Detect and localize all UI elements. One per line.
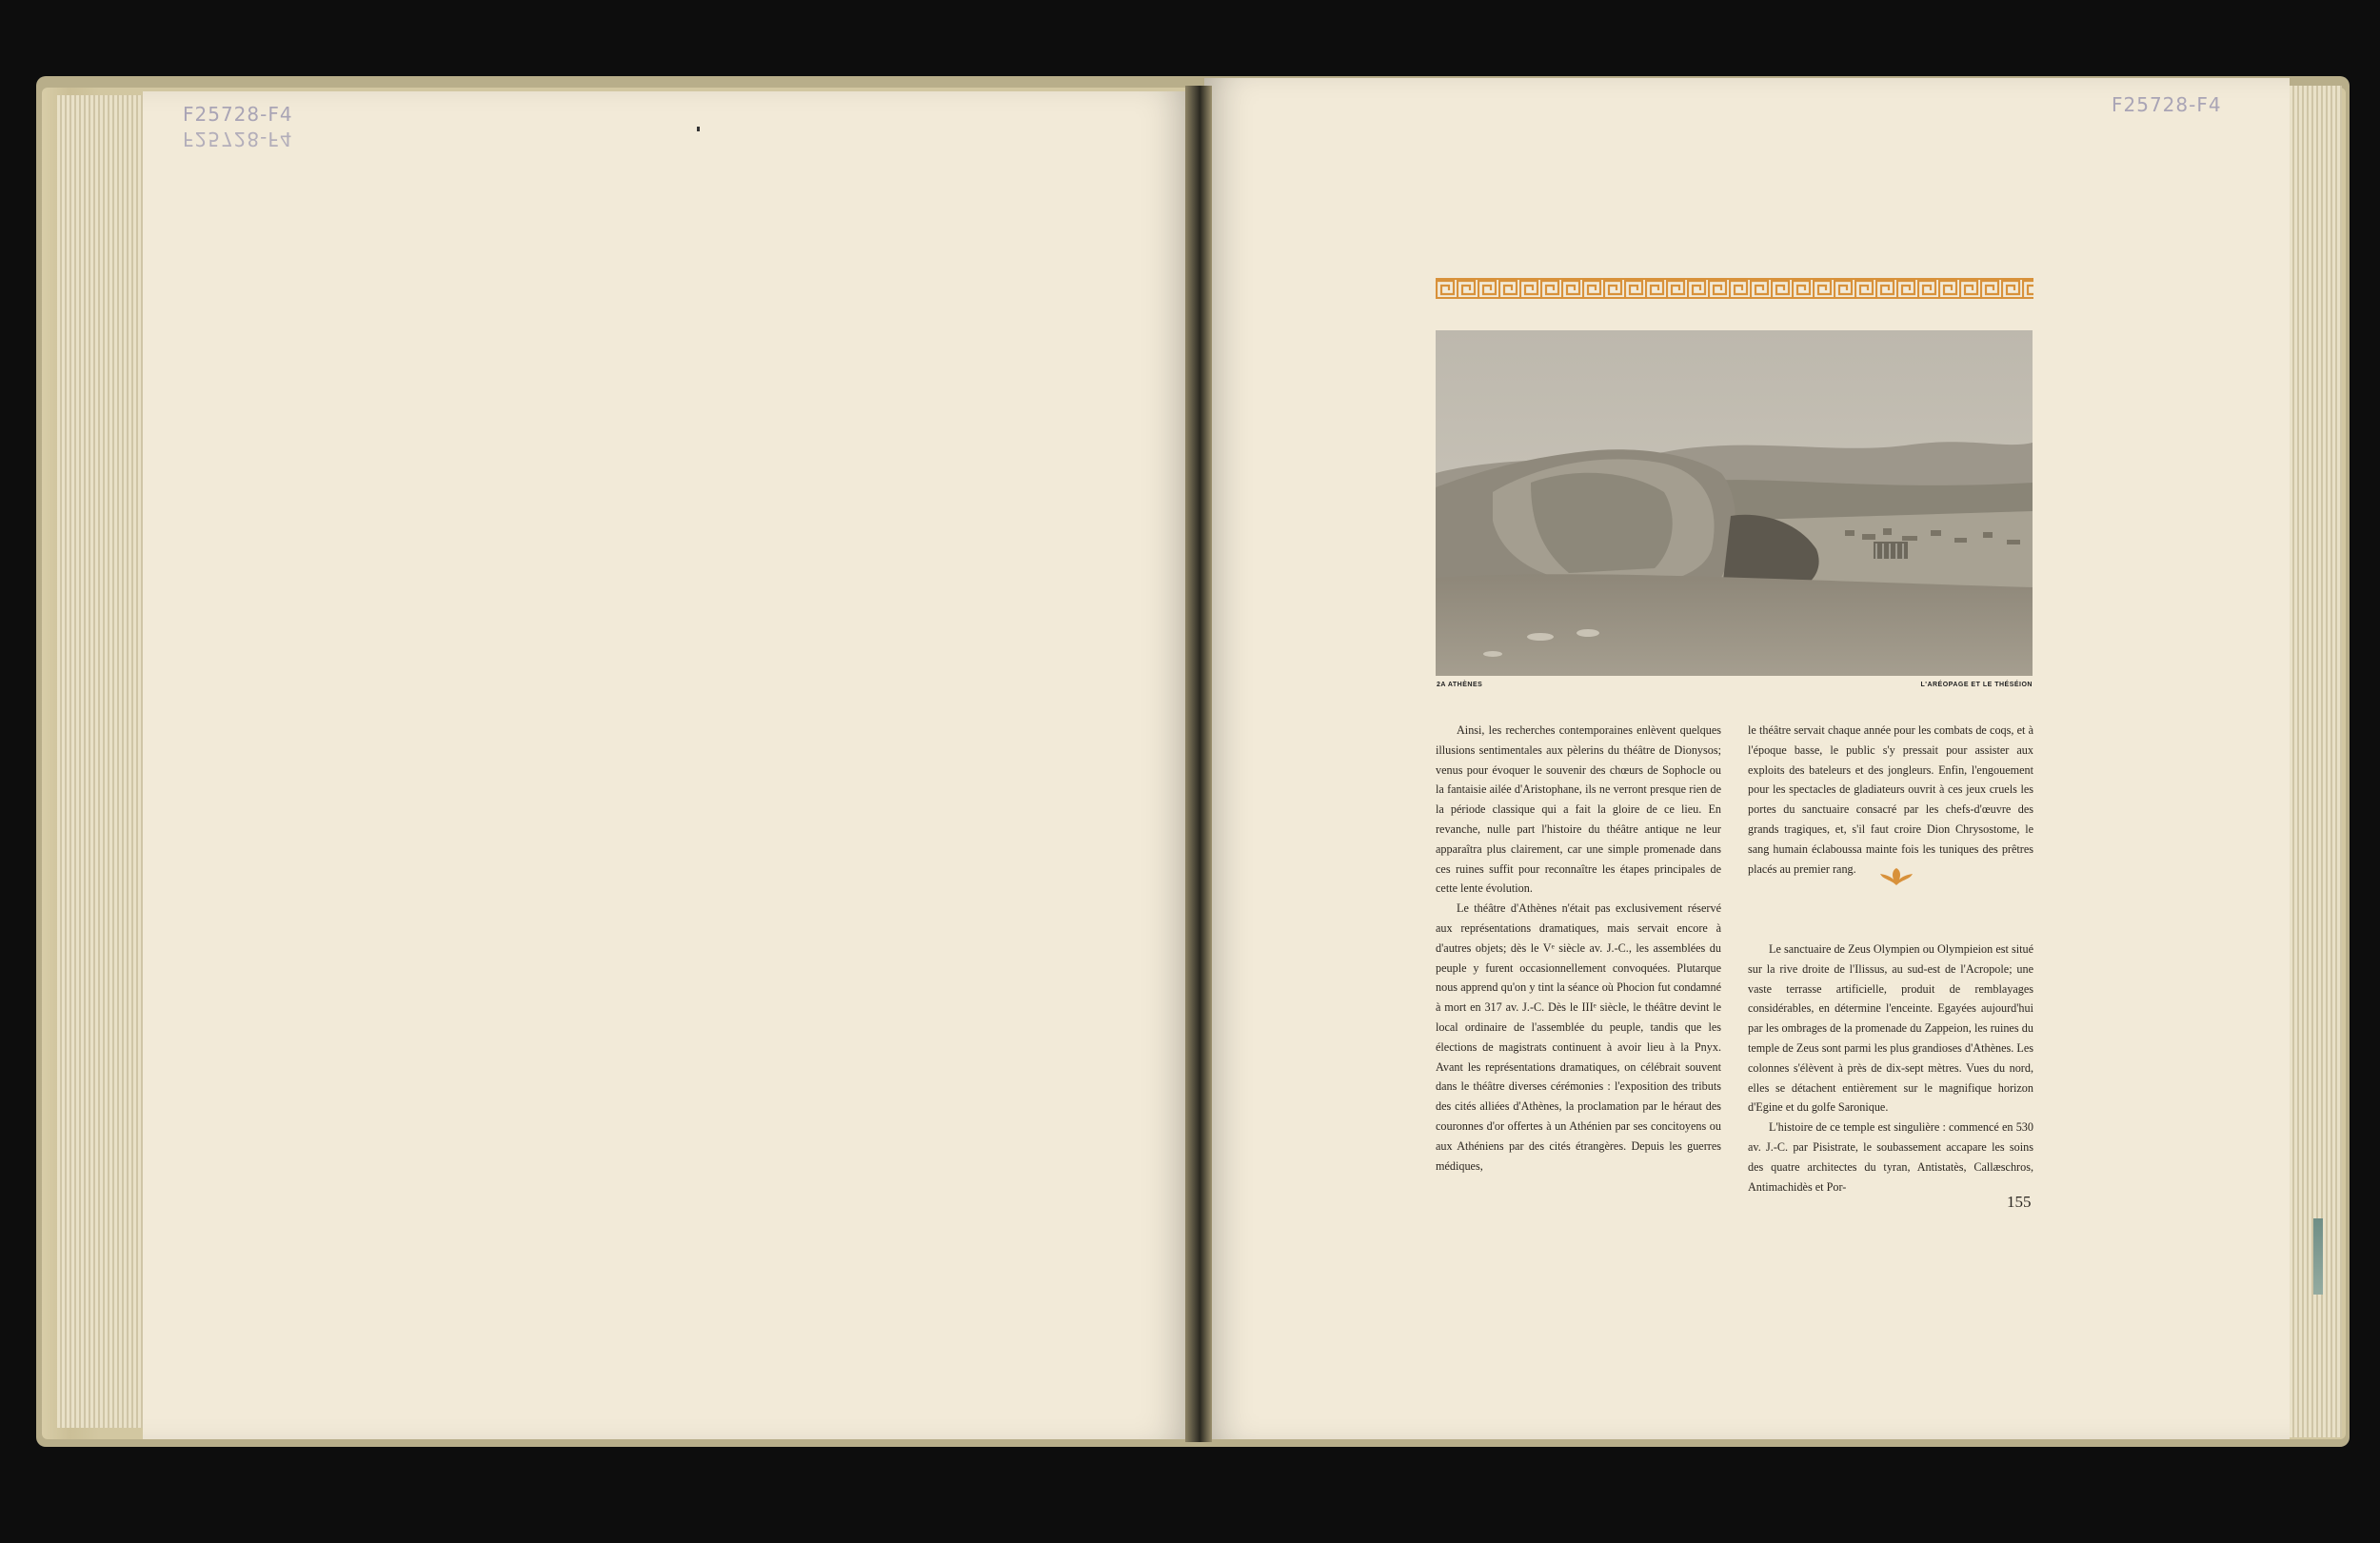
left-page-edges	[57, 95, 152, 1428]
paragraph: L'histoire de ce temple est singulière : commencé en 530 av. J.-C. par Pisistrate, le soubassement accapare les soins des quatre architectes du tyran, Antistatès, Callæschros, Antimachidès et Por-	[1748, 1120, 2033, 1194]
text-column-2-top	[1748, 721, 2033, 879]
pencil-shelfmark-right: F25728-F4	[2112, 93, 2222, 116]
book-gutter	[1185, 86, 1212, 1442]
text-column-2-bottom	[1748, 940, 2033, 1197]
paragraph: Ainsi, les recherches contemporaines enlèvent quelques illusions sentimentales aux pèlerins du théâtre de Dionysos; venus pour évoquer le souvenir des chœurs de Sophocle ou la fantaisie ailée d'Aristophane, ils ne verront presque rien de la période classique qui a fait la gloire de ce lieu. En revanche, nulle part l'histoire du théâtre antique ne leur apparaîtra plus clairement, car une simple promenade dans ces ruines suffit pour reconnaître les étapes principales de cette lente évolution.	[1436, 723, 1721, 896]
greek-key-border-icon	[1436, 278, 2033, 299]
bookmark-ribbon	[2313, 1218, 2323, 1295]
pencil-shelfmark-left-offset: F25728-F4	[183, 128, 293, 150]
fleuron-ornament-icon	[1877, 866, 1915, 889]
left-page	[143, 91, 1190, 1439]
speck-mark	[697, 127, 700, 131]
text-column-1	[1436, 721, 1721, 1176]
page-number: 155	[2007, 1193, 2032, 1211]
plate-photograph-areopagus	[1436, 330, 2033, 676]
pencil-shelfmark-left: F25728-F4	[183, 103, 293, 126]
plate-caption-title: L'ARÉOPAGE ET LE THÉSÉION	[1920, 682, 2033, 688]
plate-caption-number: 2A ATHÈNES	[1437, 682, 1483, 688]
paragraph: Le théâtre d'Athènes n'était pas exclusivement réservé aux représentations dramatiques, mais servait encore à d'autres objets; dès le Vᵉ siècle av. J.-C., les assemblées du peuple y furent occasionnellement convoquées. Plutarque nous apprend qu'on y tint la séance où Phocion fut condamné à mort en 317 av. J.-C. Dès le IIIᵉ siècle, le théâtre devint le local ordinaire de l'assemblée du peuple, tandis que les élections de magistrats continuent à avoir lieu à la Pnyx. Avant les représentations dramatiques, on célébrait souvent dans le théâtre diverses cérémonies : l'exposition des tributs des cités alliées d'Athènes, la proclamation par le héraut des couronnes d'or offertes à un Athénien par ses concitoyens ou aux Athéniens par des cités étrangères. Depuis les guerres médiques,	[1436, 901, 1721, 1173]
paragraph: le théâtre servait chaque année pour les combats de coqs, et à l'époque basse, le public s'y pressait pour assister aux exploits des bateleurs et des jongleurs. Enfin, l'engouement pour les spectacles de gladiateurs ouvrit à ces jeux cruels les portes du sanctuaire consacré par les chefs-d'œuvre des grands tragiques, et, s'il faut croire Dion Chrysostome, le sang humain éclaboussa mainte fois les tuniques des prêtres placés au premier rang.	[1748, 723, 2033, 876]
paragraph: Le sanctuaire de Zeus Olympien ou Olympieion est situé sur la rive droite de l'Ilissus, au sud-est de l'Acropole; une vaste terrasse artificielle, produit de remblayages considérables, en détermine l'enceinte. Egayées aujourd'hui par les ombrages de la promenade du Zappeion, les ruines du temple de Zeus sont parmi les plus grandioses d'Athènes. Les colonnes s'élèvent à près de dix-sept mètres. Vues du nord, elles se détachent entièrement sur le magnifique horizon d'Egine et du golfe Saronique.	[1748, 942, 2033, 1115]
